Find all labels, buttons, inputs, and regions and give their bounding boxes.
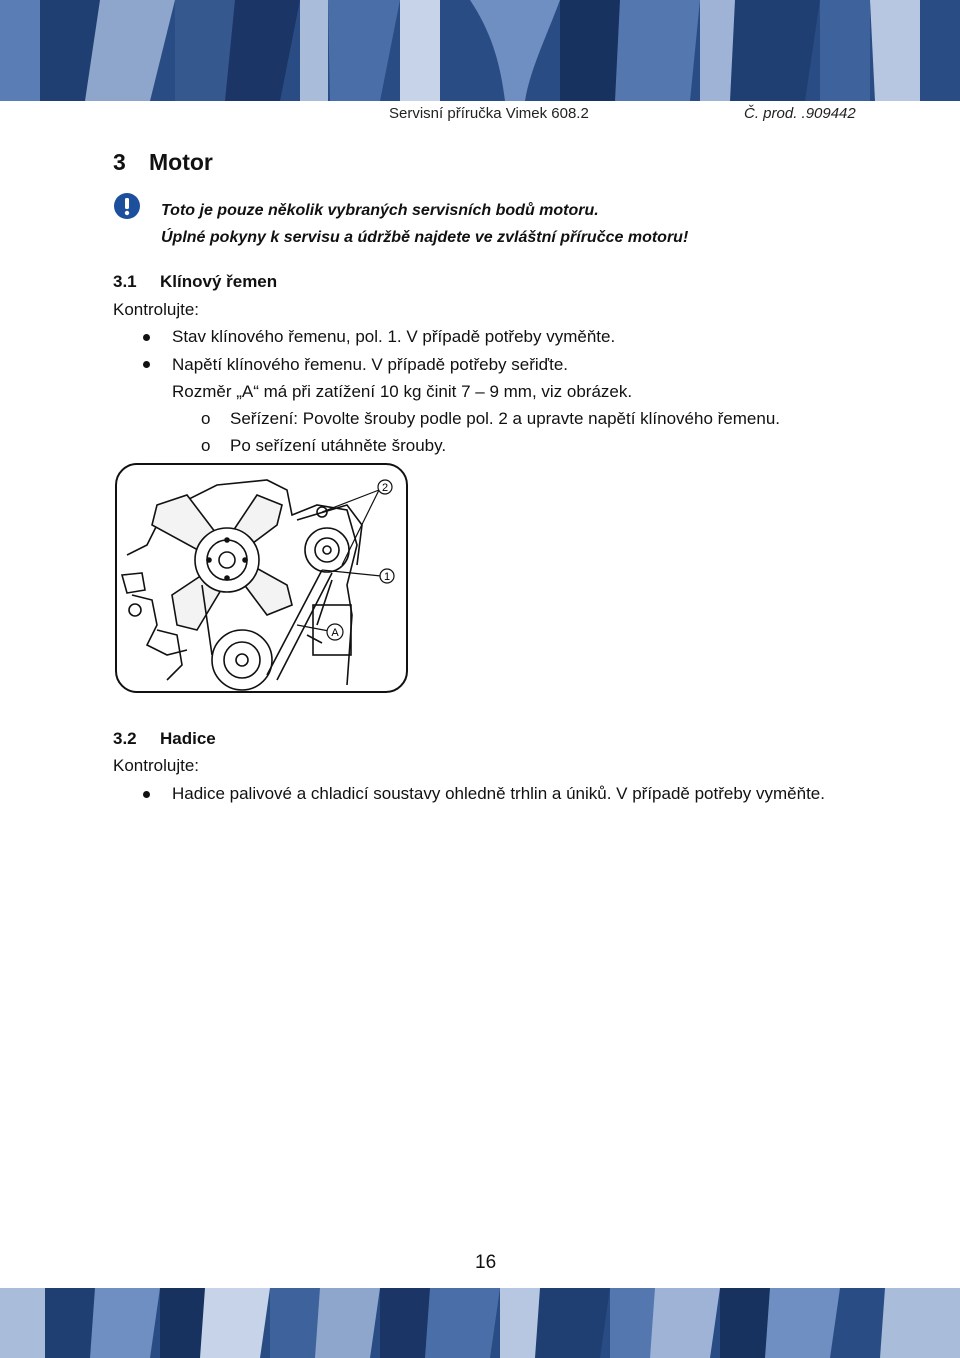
subsection-2-number: 3.2: [113, 729, 137, 748]
bullet-icon: [143, 361, 150, 368]
warning-line-2: Úplné pokyny k servisu a údržbě najdete ve zvláštní příručce motoru!: [161, 229, 689, 246]
subsection-1-title: Klínový řemen: [160, 272, 278, 291]
sub-list-item: Seřízení: Povolte šrouby podle pol. 2 a upravte napětí klínového řemenu.: [230, 409, 781, 428]
sub-list-item: Po seřízení utáhněte šrouby.: [230, 436, 447, 455]
list-item-continuation: Rozměr „A“ má při zatížení 10 kg činit 7 – 9 mm, viz obrázek.: [172, 382, 633, 401]
page-number: 16: [475, 1252, 497, 1273]
subsection-1-number: 3.1: [113, 272, 137, 291]
v-belt-figure: [115, 463, 408, 693]
section-title: Motor: [149, 149, 213, 175]
subsection-2-title: Hadice: [160, 729, 216, 748]
section-number: 3: [113, 149, 126, 175]
callout-2: 2: [381, 482, 389, 494]
bullet-icon: [143, 334, 150, 341]
sub-bullet-marker: o: [201, 436, 211, 455]
callout-1: 1: [383, 571, 391, 583]
product-number: Č. prod. .909442: [744, 105, 856, 122]
header-banner: [0, 0, 960, 101]
footer-banner: [0, 1288, 960, 1358]
check-label: Kontrolujte:: [113, 300, 199, 319]
warning-line-1: Toto je pouze několik vybraných servisních bodů motoru.: [161, 202, 599, 219]
exclamation-icon: [113, 192, 141, 220]
sub-bullet-marker: o: [201, 409, 211, 428]
list-item: Stav klínového řemenu, pol. 1. V případě potřeby vyměňte.: [172, 327, 616, 346]
list-item: Hadice palivové a chladicí soustavy ohledně trhlin a úniků. V případě potřeby vyměňte.: [172, 784, 825, 803]
check-label: Kontrolujte:: [113, 756, 199, 775]
list-item: Napětí klínového řemenu. V případě potřeby seřiďte.: [172, 355, 569, 374]
manual-title: Servisní příručka Vimek 608.2: [389, 105, 589, 122]
callout-a: A: [331, 627, 339, 639]
bullet-icon: [143, 791, 150, 798]
